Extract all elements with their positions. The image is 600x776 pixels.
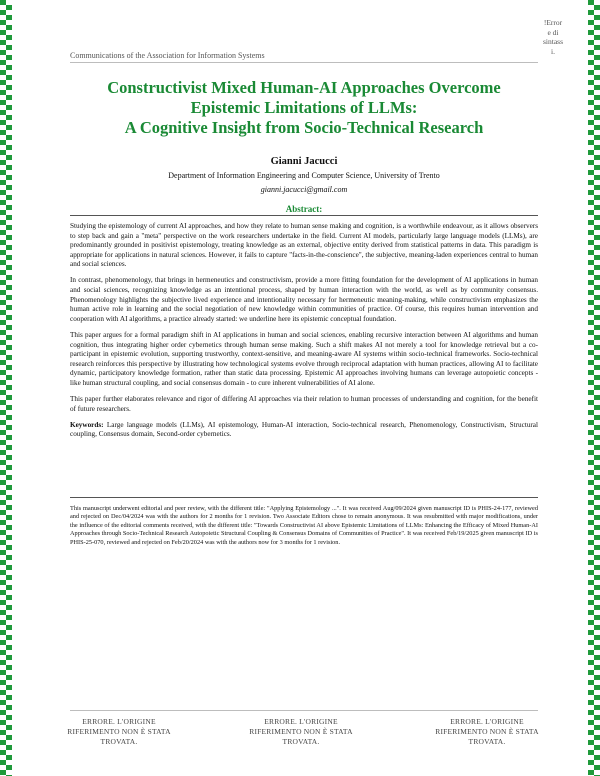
keywords-divider: [70, 497, 538, 498]
footer-error-center: [226, 717, 376, 747]
footer-line: TROVATA.: [468, 737, 506, 746]
title-line: A Cognitive Insight from Socio-Technical Research: [124, 118, 484, 137]
footer-line: ERRORE. L'ORIGINE: [82, 717, 156, 726]
footer-line: RIFERIMENTO NON È STATA: [67, 727, 171, 736]
header-error-line: e di: [547, 27, 559, 37]
footer-divider: [70, 710, 538, 711]
author-affiliation: Department of Information Engineering and Computer Science, University of Trento: [168, 171, 440, 180]
left-border-stripe: [0, 0, 12, 776]
abstract-paragraph: This paper further elaborates relevance and rigor of differing AI approaches via their relation to human processes of understanding and cognition, for the benefit of future researchers.: [70, 395, 538, 413]
keywords-label: Keywords:: [70, 420, 104, 429]
author-name: Gianni Jacucci: [270, 156, 338, 167]
header-error-line: i.: [551, 46, 555, 56]
footer-line: TROVATA.: [282, 737, 320, 746]
paper-title: [70, 78, 538, 138]
header-divider: [70, 62, 538, 63]
header-error-text: [538, 18, 568, 56]
keywords-paragraph: [70, 421, 538, 440]
author-email[interactable]: gianni.jacucci@gmail.com: [260, 185, 348, 194]
title-line: Epistemic Limitations of LLMs:: [190, 98, 418, 117]
journal-name: Communications of the Association for Information Systems: [70, 51, 265, 60]
footer-error-left: [44, 717, 194, 747]
footer-line: TROVATA.: [100, 737, 138, 746]
abstract-heading: Abstract:: [285, 204, 323, 214]
footer-line: ERRORE. L'ORIGINE: [264, 717, 338, 726]
footer-error-right: [412, 717, 562, 747]
abstract-divider: [70, 215, 538, 216]
abstract-paragraph: In contrast, phenomenology, that brings in hermeneutics and constructivism, provide a more fitting foundation for the development of AI applications in human and social sciences, recognizing knowledge as an intentional process, shaped by human interaction with the world, as well as by community consensus. Phenomenology highlights the subjective lived experience and intentionality necessary for hermeneutic meaning-making, while constructivism emphasizes the human active role in learning and the social negotiation of new knowledge within communities of practice. Of course, this requires human intervention and cooperation with AI algorithms, a practice already started: we underline here its epistemic conceptual foundation.: [70, 276, 538, 323]
abstract-paragraph: Studying the epistemology of current AI approaches, and how they relate to human sense making and cognition, is a worthwhile endeavour, as it allows observers to step back and gain a "meta" perspective on the work researchers undertake in the field. Current AI models, particularly large language models (LLMs), are predominantly grounded in positivist epistemology, treating knowledge as an external, objective entity derived from statistical patterns in data. This paradigm is appropriate for applications in natural sciences. However, it fails to capture "facts-in-the-conscience", the subjective, meaning-laden experiences central to human and social sciences.: [70, 222, 538, 269]
footer-line: RIFERIMENTO NON È STATA: [249, 727, 353, 736]
header-error-line: sintass: [542, 37, 563, 46]
abstract-body: [70, 222, 538, 446]
abstract-paragraph: This paper argues for a formal paradigm shift in AI applications in human and social sciences, enabling recursive interaction between AI algorithms and human cognition, thus integrating higher order cybernetics through human sense making. Such a shift makes AI not merely a tool for knowledge retrieval but a co-participant in epistemic evolution, supporting trustworthy, context-sensitive, and meaning-aware AI systems within socio-technical frameworks. Socio-technical research reinforces this perspective by illustrating how technological systems evolve through reciprocal adaptation with human practices, allowing AI to facilitate dynamic, participatory knowledge formation, rather than static data processing. Epistemic AI approaches involving humans can leverage autopoietic concepts - like human structural coupling, and social consensus domain - to cure inherent vulnerabilities of AI alone.: [70, 330, 538, 387]
header-error-line: !Error: [543, 18, 563, 27]
footer-line: ERRORE. L'ORIGINE: [450, 717, 524, 726]
right-border-stripe: [588, 0, 600, 776]
keywords-text: Large language models (LLMs), AI epistemology, Human-AI interaction, Socio-technical research, Phenomenology, Constructivism, Structural coupling, Consensus domain, Second-order cybernetics.: [70, 420, 538, 439]
footer-line: RIFERIMENTO NON È STATA: [435, 727, 539, 736]
submission-note: This manuscript underwent editorial and peer review, with the different title: "Applying Epistemology ...". It was received Aug/09/2024 given manuscript ID is PHIS-24-177, reviewed and rejected on Dec/04/2024 was with the authors for 2 months for 1 revision. Two Associate Editors chose to remain anonymous. It was resubmitted with major modifications, under the influence of the editorial comments received, with the different title: "Towards Constructivist AI above Epistemic Limitations of LLMs: Enhancing the Efficacy of Mixed Human-AI Approaches through Socio-Technical Research Autopoietic Structural Coupling & Consensus Domains of Communities of Practice". It was received Feb/19/2025 given manuscript ID is PHIS-25-070, reviewed and rejected on Feb/20/2024 was with the authors now for 3 months for 1 revision.: [70, 505, 538, 546]
title-line: Constructivist Mixed Human-AI Approaches Overcome: [107, 78, 501, 97]
